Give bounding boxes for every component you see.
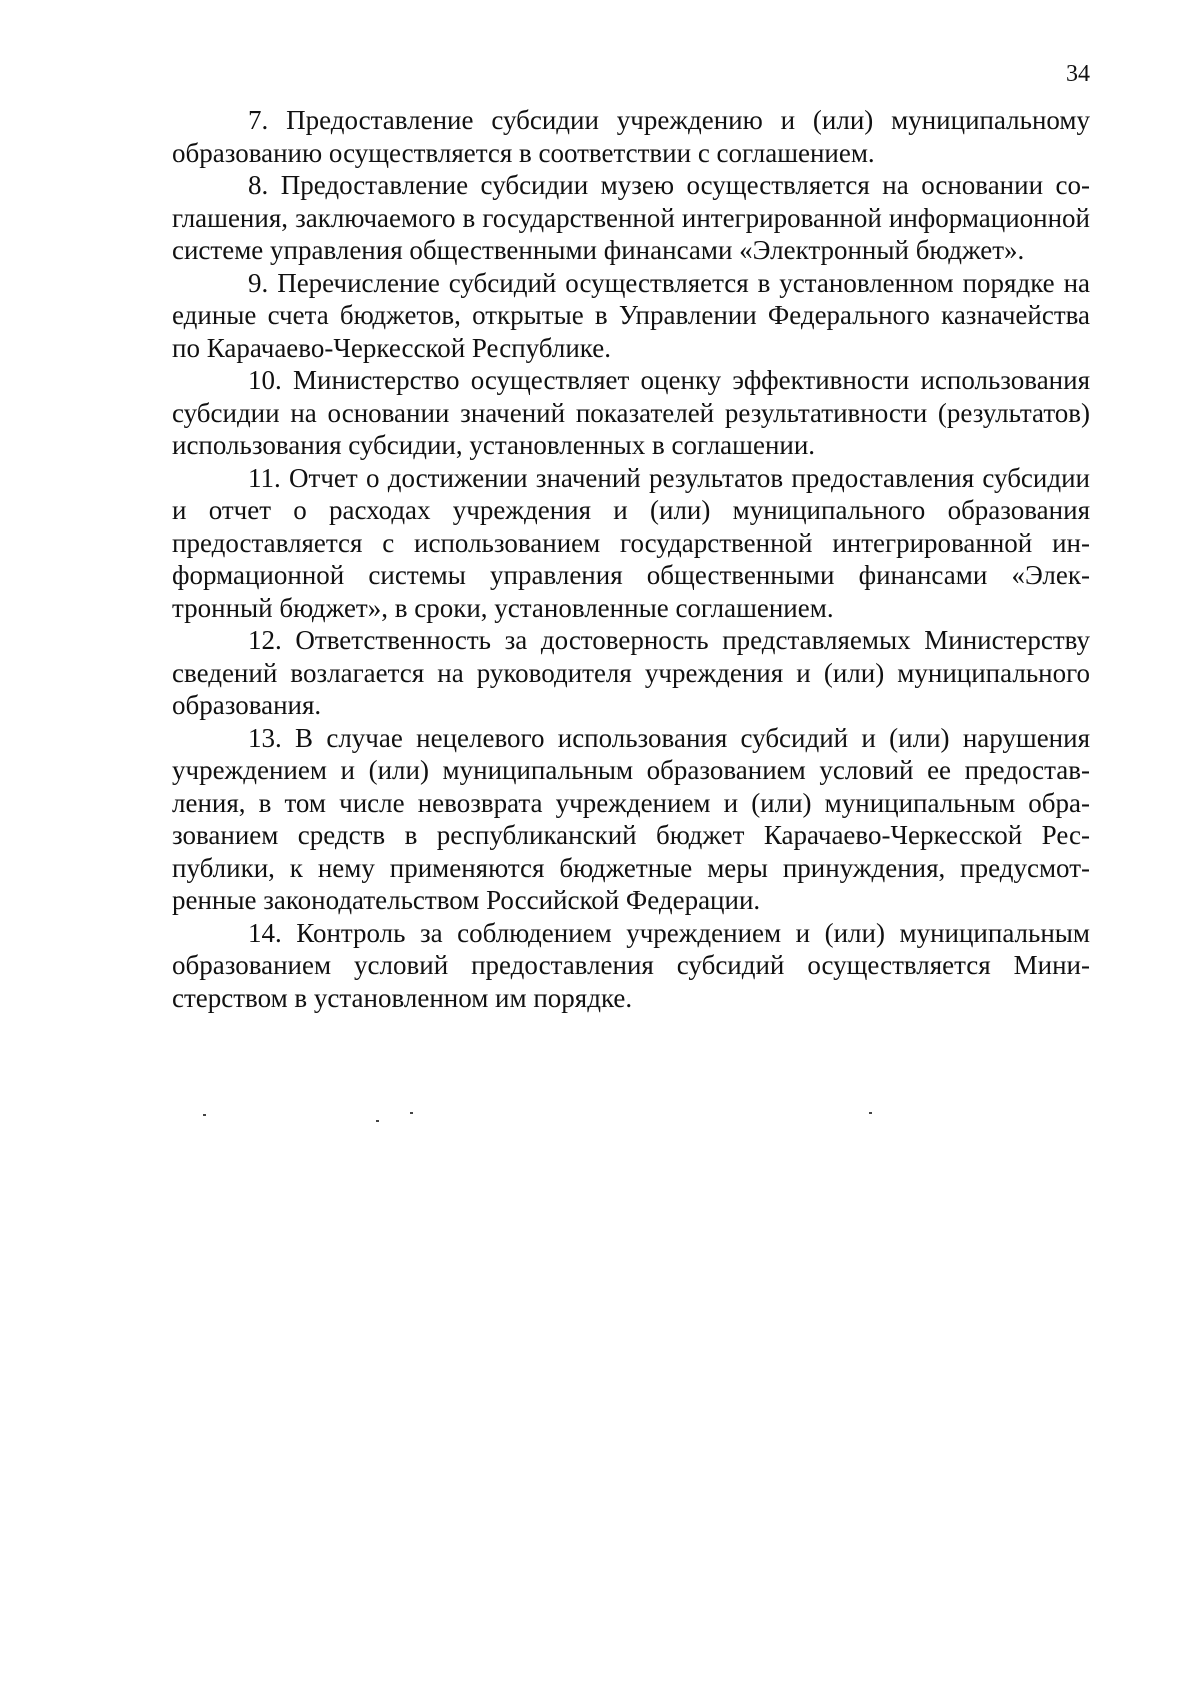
scan-speck bbox=[869, 1112, 872, 1114]
paragraph-10: 10. Министерство осуществляет оценку эффективности использования субсидии на основании значений показателей результативности (результатов) использования субсидии, установленных в соглашении. bbox=[172, 365, 1090, 460]
paragraph-9: 9. Перечисление субсидий осуществляется в установленном порядке на единые счета бюджетов, открытые в Управлении Федерального казначейства по Карачаево-Черкесской Республике. bbox=[172, 267, 1090, 363]
paragraph-11: 11. Отчет о достижении значений результатов предоставления субсидии и отчет о расходах учреждения и (или) муниципального образования предоставляется с использованием государственной интегрированной информационной системы управления общественными финансами «Электронный бюджет», в сроки, установленные соглашением. bbox=[172, 462, 1090, 623]
scan-speck bbox=[376, 1120, 379, 1122]
paragraph-7: 7. Предоставление субсидии учреждению и (или) муниципальному образованию осуществляется в соответствии с соглашением. bbox=[172, 105, 1090, 168]
paragraph-8: 8. Предоставление субсидии музею осуществляется на основании соглашения, заключаемого в государственной интегрированной информационной системе управления общественными финансами «Электронный бюджет». bbox=[172, 170, 1090, 265]
paragraph-13: 13. В случае нецелевого использования субсидий и (или) нарушения учреждением и (или) муниципальным образованием условий ее предоставления, в том числе невозврата учреждением и (или) муниципальным образованием средств в республиканский бюджет Карачаево-Черкесской Республики, к нему применяются бюджетные меры принуждения, предусмотренные законодательством Российской Федерации. bbox=[172, 722, 1090, 915]
page-number: 34 bbox=[1066, 61, 1090, 87]
document-body bbox=[172, 104, 1090, 1014]
paragraph-14: 14. Контроль за соблюдением учреждением и (или) муниципальным образованием условий предоставления субсидий осуществляется Министерством в установленном им порядке. bbox=[172, 917, 1090, 1013]
paragraph-12: 12. Ответственность за достоверность представляемых Министерству сведений возлагается на руководителя учреждения и (или) муниципального образования. bbox=[172, 625, 1090, 720]
scan-speck bbox=[203, 1114, 206, 1116]
scan-speck bbox=[410, 1112, 413, 1114]
